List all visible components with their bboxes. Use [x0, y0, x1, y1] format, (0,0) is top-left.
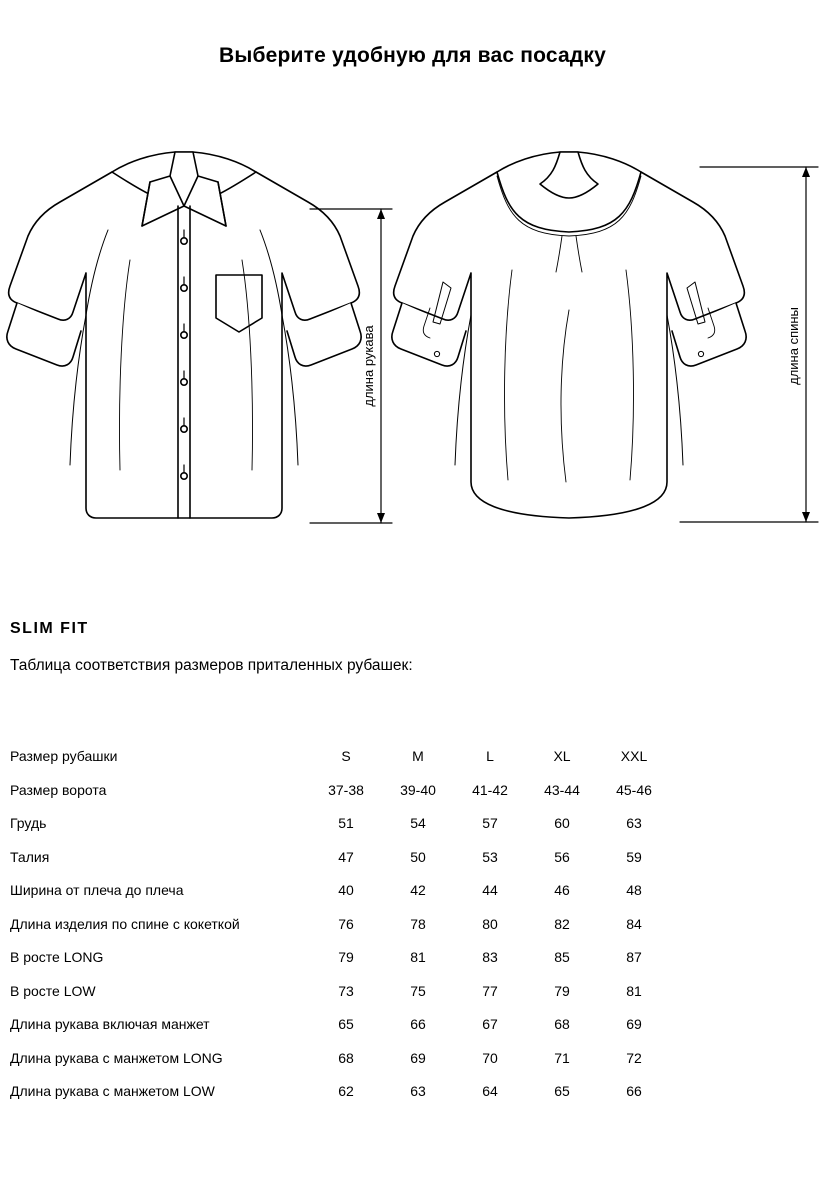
table-row — [10, 941, 670, 975]
cell-l: 77 — [482, 982, 498, 999]
row-label: В росте LONG — [10, 949, 104, 966]
cell-xxl: 81 — [626, 982, 642, 999]
cell-l: 67 — [482, 1016, 498, 1033]
back-length-label: длина спины — [786, 307, 801, 385]
row-label: Ширина от плеча до плеча — [10, 882, 184, 899]
cell-xl: 68 — [554, 1016, 570, 1033]
cell-xxl: 87 — [626, 949, 642, 966]
row-label: Длина изделия по спине с кокеткой — [10, 915, 240, 932]
row-label: Длина рукава включая манжет — [10, 1016, 210, 1033]
table-row — [10, 738, 670, 773]
cell-m: 75 — [410, 982, 426, 999]
cell-xl: 71 — [554, 1049, 570, 1066]
cell-s: 40 — [338, 882, 354, 899]
table-row — [10, 840, 670, 874]
cell-m: M — [412, 747, 424, 764]
table-row — [10, 773, 670, 807]
shirt-front-view — [7, 152, 361, 518]
cell-s: 62 — [338, 1083, 354, 1100]
cell-m: 63 — [410, 1083, 426, 1100]
cell-xl: 43-44 — [544, 781, 580, 798]
shirt-back-view — [392, 152, 746, 518]
cell-l: 41-42 — [472, 781, 508, 798]
cell-l: L — [486, 747, 494, 764]
table-row — [10, 874, 670, 908]
row-label: Размер рубашки — [10, 747, 118, 764]
cell-xxl: XXL — [620, 747, 648, 764]
cell-xxl: 59 — [626, 848, 642, 865]
cell-m: 50 — [410, 848, 426, 865]
cell-l: 64 — [482, 1083, 498, 1100]
table-row — [10, 1008, 670, 1042]
cell-s: 51 — [338, 815, 354, 832]
cell-s: 37-38 — [328, 781, 364, 798]
table-subtitle: Таблица соответствия размеров приталенных рубашек: — [10, 657, 413, 674]
table-row — [10, 1041, 670, 1075]
cell-xxl: 45-46 — [616, 781, 652, 798]
cell-s: 47 — [338, 848, 354, 865]
shirt-illustration — [0, 110, 825, 560]
cell-xl: XL — [553, 747, 571, 764]
table-row — [10, 974, 670, 1008]
cell-xl: 46 — [554, 882, 570, 899]
cell-m: 66 — [410, 1016, 426, 1033]
cell-m: 81 — [410, 949, 426, 966]
cell-l: 83 — [482, 949, 498, 966]
cell-s: S — [341, 747, 351, 764]
cell-xl: 56 — [554, 848, 570, 865]
cell-xxl: 48 — [626, 882, 642, 899]
table-row — [10, 807, 670, 841]
cell-xxl: 63 — [626, 815, 642, 832]
cell-m: 42 — [410, 882, 426, 899]
cell-xxl: 69 — [626, 1016, 642, 1033]
cell-xxl: 66 — [626, 1083, 642, 1100]
cell-l: 44 — [482, 882, 498, 899]
cell-m: 39-40 — [400, 781, 436, 798]
cell-m: 69 — [410, 1049, 426, 1066]
cell-m: 54 — [410, 815, 426, 832]
cell-xl: 82 — [554, 915, 570, 932]
cell-s: 65 — [338, 1016, 354, 1033]
cell-xl: 60 — [554, 815, 570, 832]
size-table — [10, 738, 670, 1108]
cell-xxl: 72 — [626, 1049, 642, 1066]
cell-xxl: 84 — [626, 915, 642, 932]
table-row — [10, 1075, 670, 1109]
sleeve-length-label: длина рукава — [361, 325, 376, 407]
cell-l: 53 — [482, 848, 498, 865]
row-label: Грудь — [10, 815, 47, 832]
cell-m: 78 — [410, 915, 426, 932]
cell-xl: 79 — [554, 982, 570, 999]
row-label: Размер ворота — [10, 781, 107, 798]
table-row — [10, 907, 670, 941]
cell-s: 79 — [338, 949, 354, 966]
cell-s: 73 — [338, 982, 354, 999]
row-label: Длина рукава с манжетом LONG — [10, 1049, 223, 1066]
cell-xl: 65 — [554, 1083, 570, 1100]
cell-s: 76 — [338, 915, 354, 932]
cell-l: 80 — [482, 915, 498, 932]
fit-name: SLIM FIT — [10, 620, 89, 637]
row-label: В росте LOW — [10, 982, 96, 999]
row-label: Длина рукава с манжетом LOW — [10, 1083, 215, 1100]
cell-l: 70 — [482, 1049, 498, 1066]
cell-s: 68 — [338, 1049, 354, 1066]
cell-l: 57 — [482, 815, 498, 832]
cell-xl: 85 — [554, 949, 570, 966]
page-title: Выберите удобную для вас посадку — [218, 44, 607, 67]
row-label: Талия — [10, 848, 50, 865]
